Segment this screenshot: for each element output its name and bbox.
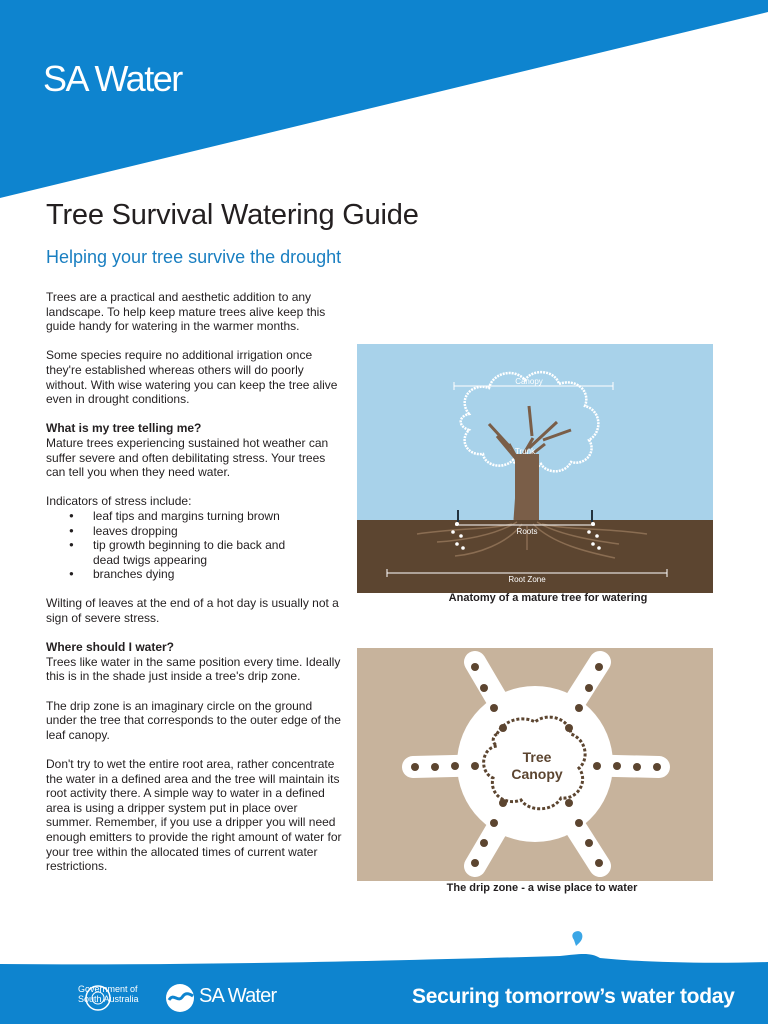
roots-label: Roots	[516, 527, 538, 536]
section-heading-tree-telling: What is my tree telling me?	[46, 421, 202, 436]
tree-label: Tree	[522, 749, 552, 765]
government-logo-text	[78, 984, 139, 1004]
section2-paragraph-3: Don't try to wet the entire root area, rather concentrate the water in a defined area and the tree will maintain its root activity there. A simple way to water in a defined area is using a dripper system put in place over summer. Remember, if you use a dripper you will need enough emitters to provide the right amount of water for your tree within the allocated times of current water restrictions.	[46, 757, 342, 874]
gov-line-2: South Australia	[78, 994, 139, 1004]
canopy-label: Canopy	[515, 377, 543, 386]
figure2-caption: The drip zone - a wise place to water	[446, 882, 638, 894]
body-text	[46, 290, 346, 888]
list-item: ● leaf tips and margins turning brown	[93, 509, 346, 524]
section2-paragraph-1: Trees like water in the same position every time. Ideally this is in the shade just inside a tree's drip zone.	[46, 654, 341, 684]
canopy-label: Canopy	[511, 766, 563, 782]
page-subtitle: Helping your tree survive the drought	[46, 247, 342, 267]
tree-anatomy-illustration	[357, 344, 713, 593]
list-item: ● tip growth beginning to die back and dead twigs appearing	[93, 538, 305, 567]
indicators-intro: Indicators of stress include:	[46, 494, 192, 509]
section1-paragraph-1: Mature trees experiencing sustained hot weather can suffer severe and often debilitating stress. Your trees can tell you when they need water.	[46, 435, 329, 480]
trunk-label: Trunk	[514, 447, 536, 456]
brand-logo: SA Water	[43, 58, 182, 99]
footer-brand: SA Water	[199, 985, 277, 1007]
section2-paragraph-2: The drip zone is an imaginary circle on the ground under the tree that corresponds to the outer edge of the leaf canopy.	[46, 698, 341, 742]
section1-paragraph-2: Wilting of leaves at the end of a hot day is usually not a sign of severe stress.	[46, 596, 339, 626]
footer-tagline: Securing tomorrow’s water today	[412, 985, 735, 1008]
intro-paragraph-2: Some species require no additional irrigation once they're established whereas others will do poorly without. With wise watering you can keep the tree alive even in drought conditions.	[46, 348, 338, 407]
sa-water-wave-icon	[165, 983, 197, 1013]
intro-paragraph-1: Trees are a practical and aesthetic addition to any landscape. To help keep mature trees alive keep this guide handy for watering in the warmer months.	[46, 290, 326, 334]
header-band	[0, 0, 768, 200]
gov-line-1: Government of	[78, 984, 138, 994]
root-zone-label: Root Zone	[508, 575, 546, 584]
section-heading-where-water: Where should I water?	[46, 640, 175, 655]
figure1-caption: Anatomy of a mature tree for watering	[448, 592, 648, 604]
list-item: ● leaves dropping	[93, 524, 346, 539]
page-title: Tree Survival Watering Guide	[46, 199, 419, 231]
indicators-list	[46, 509, 346, 582]
list-item: ● branches dying	[93, 567, 346, 582]
drip-zone-diagram	[357, 648, 713, 881]
